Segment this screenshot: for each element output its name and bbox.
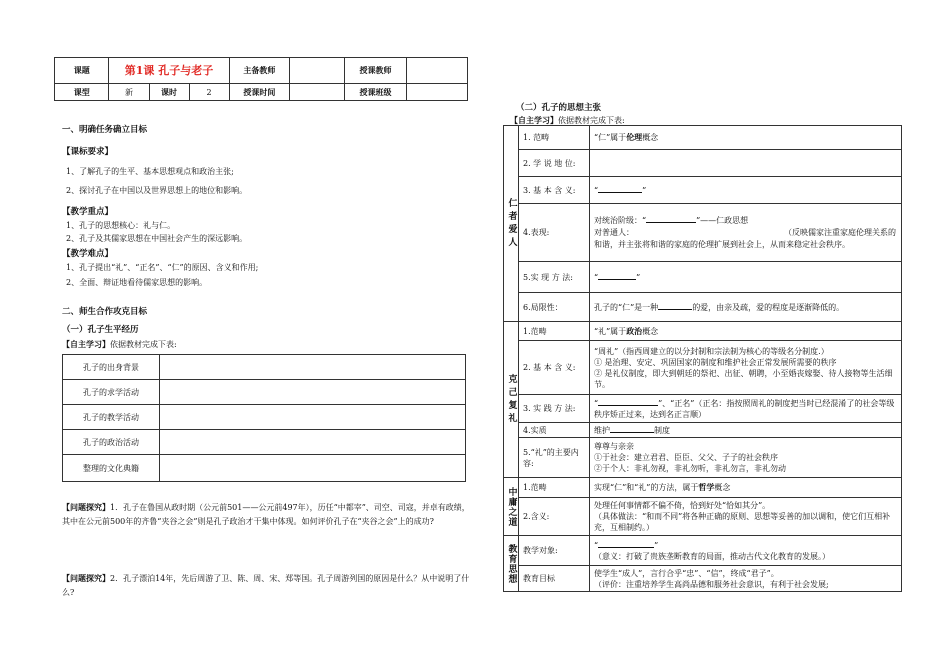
row-content[interactable]: 维护 制度 <box>590 423 902 438</box>
row-content: “仁”属于伦理概念 <box>590 126 902 150</box>
value-periods: 2 <box>189 84 229 101</box>
label-topic: 课题 <box>55 58 109 84</box>
lesson-title: 第1课 孔子与老子 <box>109 58 229 84</box>
row-label: 5.“礼”的主要内容: <box>519 438 590 478</box>
row-content[interactable]: “ ” <box>590 262 902 293</box>
section2-title: 二、师生合作攻克目标 <box>62 307 148 317</box>
self-study-text-left: 依据教材完成下表: <box>110 340 177 349</box>
life-row-answer[interactable] <box>160 455 466 482</box>
value-main-teacher <box>290 58 344 84</box>
difficulty-2: 2、全面、辩证地看待儒家思想的影响。 <box>66 278 208 287</box>
life-row-label: 整理的文化典籍 <box>63 455 160 482</box>
question-tag-2: 【问题探究】 <box>62 573 110 583</box>
group-zhongyong <box>504 478 519 536</box>
section1-title: 一、明确任务确立目标 <box>62 125 148 135</box>
row-content[interactable]: 对统治阶级：“ ”——仁政思想 对普通人： （反映儒家注重家庭伦理关系的和谐，并主张将和谐的家庭的伦理扩展到社会上，从而来稳定社会秩序。 <box>590 204 902 262</box>
difficulties-title: 【教学难点】 <box>62 249 114 259</box>
life-row-answer[interactable] <box>160 355 466 380</box>
life-row-label: 孔子的政治活动 <box>63 430 160 455</box>
requirement-2: 2、探讨孔子在中国以及世界思想上的地位和影响。 <box>66 186 248 195</box>
self-study-text-right: 依据教材完成下表: <box>558 116 625 125</box>
row-label: 1. 范畴 <box>519 126 590 150</box>
label-periods: 课时 <box>149 84 189 101</box>
life-row-answer[interactable] <box>160 380 466 405</box>
question-2-text: 2．孔子漂泊14年，先后周游了卫、陈、周、宋、郑等国。孔子周游列国的原因是什么？从中说明了什么? <box>62 574 470 597</box>
difficulty-1: 1、孔子提出“礼”、“正名”、“仁”的原因、含义和作用; <box>66 263 259 272</box>
row-content[interactable] <box>590 150 902 177</box>
thought-table <box>503 125 902 592</box>
group-education <box>504 536 519 592</box>
requirements-title: 【课标要求】 <box>62 147 114 157</box>
life-row-answer[interactable] <box>160 405 466 430</box>
row-label: 3. 实 践 方 法: <box>519 395 590 423</box>
row-content[interactable]: 孔子的“仁”是一种 的爱，由亲及疏，爱的程度是逐渐降低的。 <box>590 293 902 322</box>
label-time: 授课时间 <box>229 84 290 101</box>
label-type: 课型 <box>55 84 109 101</box>
requirement-1: 1、了解孔子的生平、基本思想观点和政治主张; <box>66 167 234 176</box>
life-row-label: 孔子的出身背景 <box>63 355 160 380</box>
row-label: 3. 基 本 含 义: <box>519 177 590 204</box>
row-label: 1.范畴 <box>519 322 590 341</box>
key-point-1: 1、孔子的思想核心：礼与仁。 <box>66 221 176 230</box>
lesson-header-table <box>54 57 468 101</box>
group-li <box>504 322 519 478</box>
row-label: 教育目标 <box>519 566 590 592</box>
row-content[interactable]: “ ” （意义：打破了贵族垄断教育的局面，推动古代文化教育的发展。） <box>590 536 902 566</box>
self-study-tag-left: 【自主学习】 <box>62 339 110 349</box>
value-class <box>407 84 468 101</box>
self-study-line-left <box>62 338 177 351</box>
row-label: 1.范畴 <box>519 478 590 498</box>
row-label: 4.表现: <box>519 204 590 262</box>
life-table <box>62 354 466 482</box>
life-row-answer[interactable] <box>160 430 466 455</box>
life-row-label: 孔子的教学活动 <box>63 405 160 430</box>
self-study-tag-right: 【自主学习】 <box>510 115 558 125</box>
row-label: 4.实质 <box>519 423 590 438</box>
group-ren <box>504 126 519 322</box>
row-content: “周礼”（指西周建立的以分封制和宗法制为核心的等级名分制度.） ① 是治理、安定、巩固国家的制度和维护社会正常发展所需要的秩序 ② 是礼仪制度，即大到朝廷的祭祀、出征、朝聘，小至婚丧嫁娶、待人接物等生活细节。 <box>590 341 902 395</box>
row-label: 5.实 现 方 法: <box>519 262 590 293</box>
group-zhongyong-label: 中庸之道 <box>506 486 517 527</box>
group-li-label: 克己复礼 <box>506 373 517 426</box>
group-ren-label: 仁者爱人 <box>506 197 517 250</box>
key-points-title: 【教学重点】 <box>62 207 114 217</box>
row-content: 尊尊与亲亲 ①于社会：建立君君、臣臣、父父、子子的社会秩序 ②于个人：非礼勿视，非礼勿听，非礼勿言，非礼勿动 <box>590 438 902 478</box>
label-class: 授课班级 <box>344 84 407 101</box>
row-label: 教学对象: <box>519 536 590 566</box>
life-row-label: 孔子的求学活动 <box>63 380 160 405</box>
group-education-label: 教育思想 <box>506 543 517 584</box>
row-content: 实现“仁”和“礼”的方法，属于哲学概念 <box>590 478 902 498</box>
row-label: 6.局限性： <box>519 293 590 322</box>
row-content: “礼”属于政治概念 <box>590 322 902 341</box>
label-main-teacher: 主备教师 <box>229 58 290 84</box>
row-content[interactable]: “ ”、“正名”（正名：指按照周礼的制度把当时已经混淆了的社会等级秩序矫正过来，达到名正言顺） <box>590 395 902 423</box>
row-label: 2.含义: <box>519 498 590 536</box>
row-content: 处理任何事情都不偏不倚，恰到好处“恰如其分”。 （具体做法：“和而不同”将各种正确的原则、思想等妥善的加以调和，使它们互相补充，互相制约。） <box>590 498 902 536</box>
question-1-text: 1．孔子在鲁国从政时期（公元前501——公元前497年），历任“中都宰”、司空、司寇，并卓有政绩，其中在公元前500年的齐鲁“夹谷之会”则是孔子政治才干集中体现。如何评价孔子在“夹谷之会”上的成功? <box>62 503 470 526</box>
value-teacher <box>407 58 468 84</box>
question-1 <box>62 500 472 529</box>
label-teacher: 授课教师 <box>344 58 407 84</box>
row-content: 使学生“成人”，言行合乎“忠”、“信”，终成“君子”。 （评价：注重培养学生高尚品德和服务社会意识，有利于社会发展; <box>590 566 902 592</box>
row-label: 2. 基 本 含 义: <box>519 341 590 395</box>
life-subtitle: （一）孔子生平经历 <box>62 325 139 335</box>
value-time <box>290 84 344 101</box>
value-type: 新 <box>109 84 149 101</box>
key-point-2: 2、孔子及其儒家思想在中国社会产生的深远影响。 <box>66 234 248 243</box>
thought-subtitle: （二）孔子的思想主张 <box>516 103 602 113</box>
row-content[interactable]: “ ” <box>590 177 902 204</box>
question-tag-1: 【问题探究】 <box>62 502 110 512</box>
question-2 <box>62 571 472 600</box>
row-label: 2. 学 说 地 位: <box>519 150 590 177</box>
